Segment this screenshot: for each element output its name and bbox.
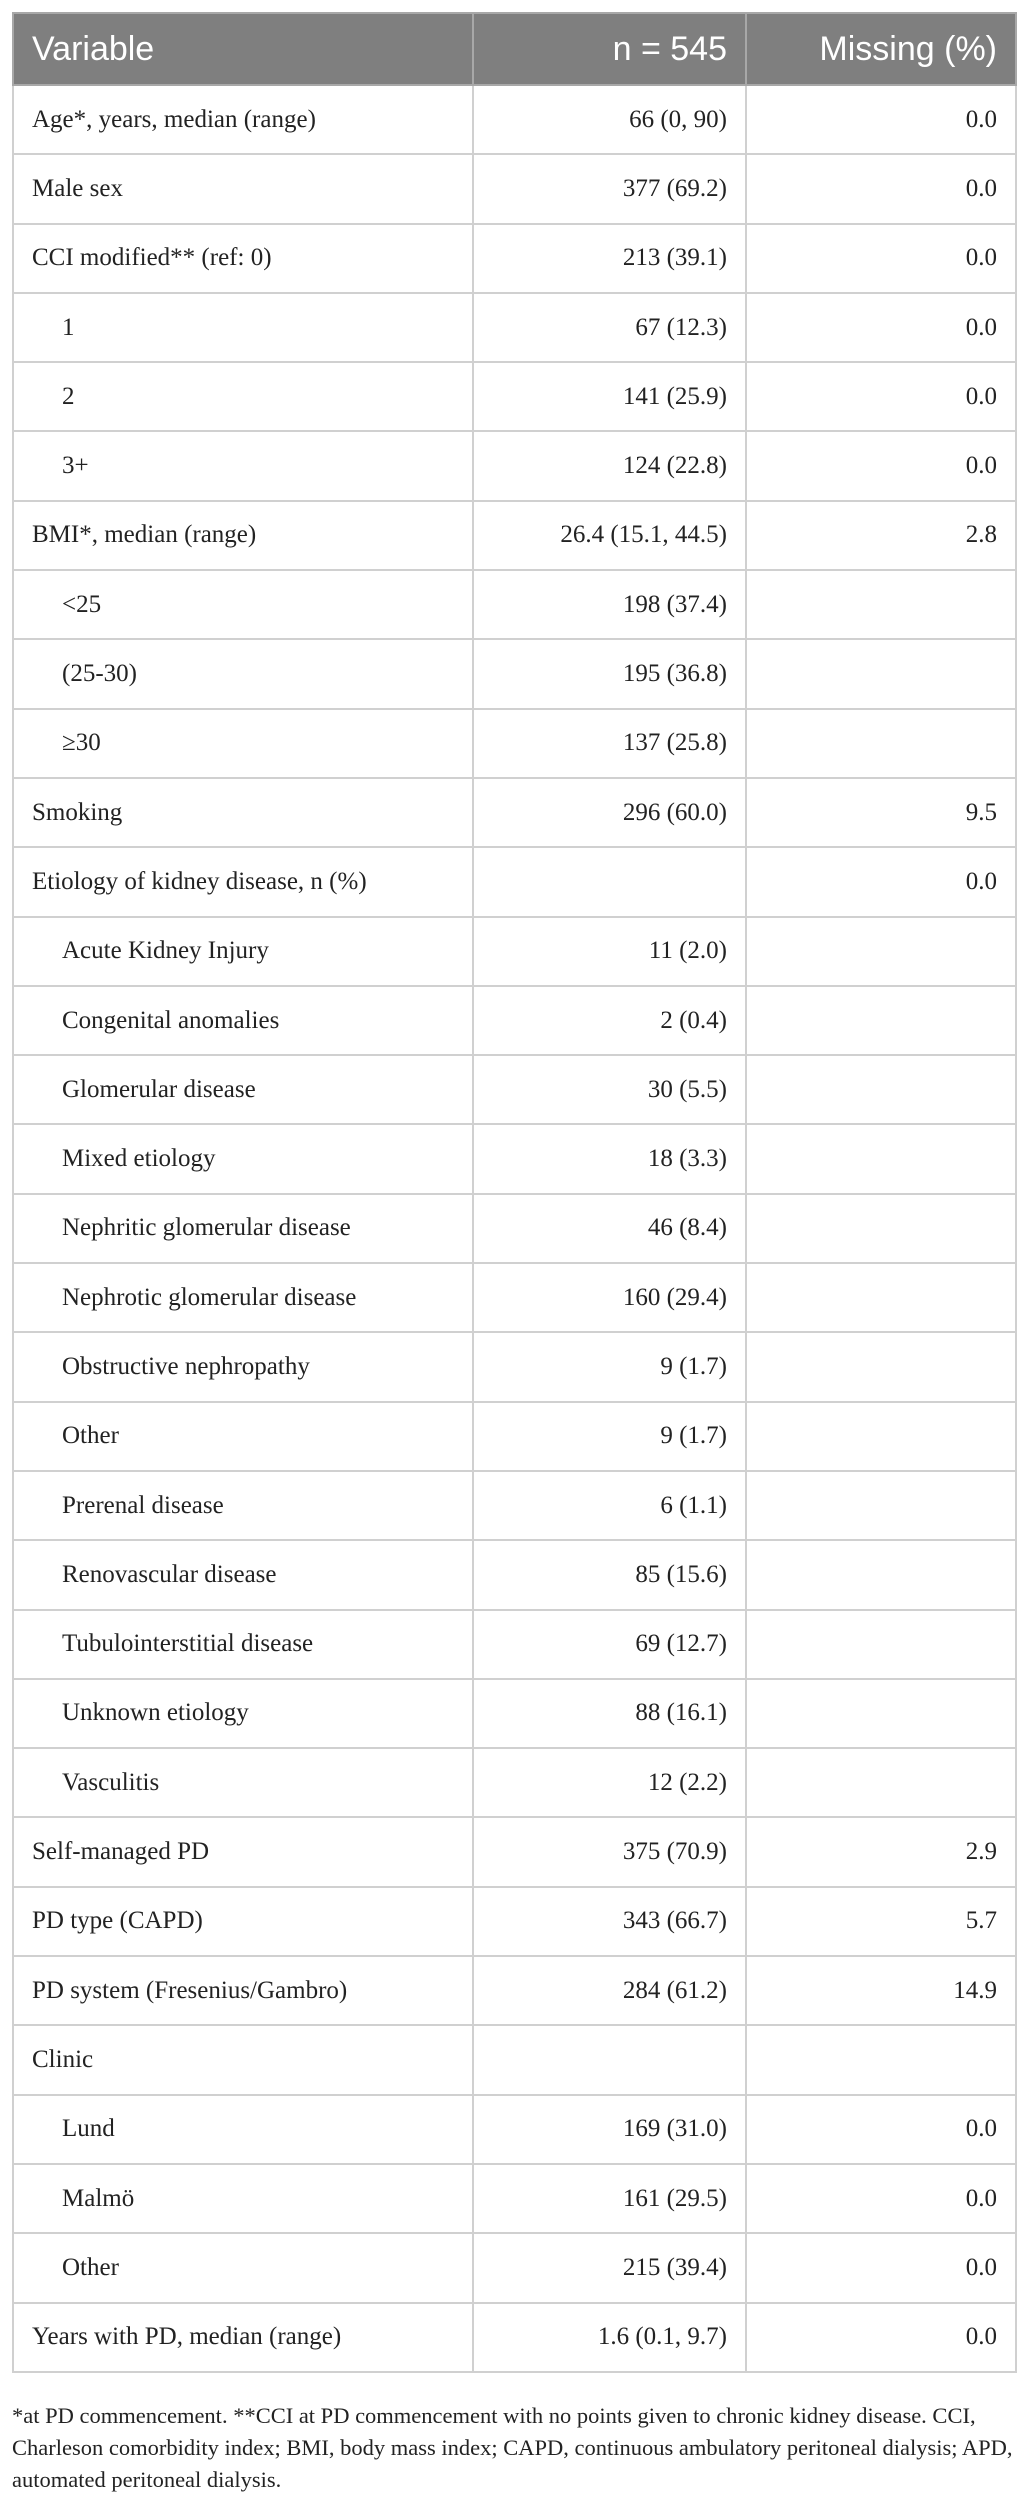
row-value: 46 (8.4): [473, 1194, 746, 1263]
row-value: 296 (60.0): [473, 778, 746, 847]
row-value: 213 (39.1): [473, 224, 746, 293]
table-row: [13, 1887, 1016, 1956]
table-row: [13, 1817, 1016, 1886]
row-label: Male sex: [13, 154, 473, 223]
row-value: [473, 847, 746, 916]
row-missing: 9.5: [746, 778, 1016, 847]
row-value: 6 (1.1): [473, 1471, 746, 1540]
table-row: [13, 224, 1016, 293]
row-label: ≥30: [13, 709, 473, 778]
row-missing: 0.0: [746, 224, 1016, 293]
row-missing: 2.9: [746, 1817, 1016, 1886]
row-value: [473, 2025, 746, 2094]
row-label: CCI modified** (ref: 0): [13, 224, 473, 293]
table-row: [13, 1124, 1016, 1193]
row-label: Nephritic glomerular disease: [13, 1194, 473, 1263]
row-value: 195 (36.8): [473, 639, 746, 708]
row-label: Acute Kidney Injury: [13, 917, 473, 986]
row-missing: [746, 1332, 1016, 1401]
row-label: Malmö: [13, 2164, 473, 2233]
table-row: [13, 1610, 1016, 1679]
table-row: [13, 2164, 1016, 2233]
row-value: 160 (29.4): [473, 1263, 746, 1332]
table-row: [13, 1402, 1016, 1471]
row-value: 198 (37.4): [473, 570, 746, 639]
row-missing: 0.0: [746, 2095, 1016, 2164]
row-value: 215 (39.4): [473, 2233, 746, 2302]
row-value: 85 (15.6): [473, 1540, 746, 1609]
row-missing: 0.0: [746, 431, 1016, 500]
row-value: 88 (16.1): [473, 1679, 746, 1748]
table-row: [13, 1679, 1016, 1748]
table-row: [13, 709, 1016, 778]
table-row: [13, 2303, 1016, 2372]
table-row: [13, 1540, 1016, 1609]
row-value: 141 (25.9): [473, 362, 746, 431]
row-label: Nephrotic glomerular disease: [13, 1263, 473, 1332]
row-label: Glomerular disease: [13, 1055, 473, 1124]
header-missing: Missing (%): [746, 13, 1016, 85]
row-value: 66 (0, 90): [473, 85, 746, 154]
row-missing: [746, 1748, 1016, 1817]
row-value: 375 (70.9): [473, 1817, 746, 1886]
row-label: Age*, years, median (range): [13, 85, 473, 154]
row-value: 137 (25.8): [473, 709, 746, 778]
row-value: 377 (69.2): [473, 154, 746, 223]
table-row: [13, 847, 1016, 916]
table-row: [13, 2233, 1016, 2302]
table-row: [13, 431, 1016, 500]
row-label: Self-managed PD: [13, 1817, 473, 1886]
row-value: 69 (12.7): [473, 1610, 746, 1679]
table-row: [13, 362, 1016, 431]
table-row: [13, 1263, 1016, 1332]
table-row: [13, 1471, 1016, 1540]
row-value: 11 (2.0): [473, 917, 746, 986]
row-label: Mixed etiology: [13, 1124, 473, 1193]
row-label: Tubulointerstitial disease: [13, 1610, 473, 1679]
row-value: 18 (3.3): [473, 1124, 746, 1193]
row-missing: [746, 2025, 1016, 2094]
row-label: 1: [13, 293, 473, 362]
row-label: <25: [13, 570, 473, 639]
row-missing: 0.0: [746, 2233, 1016, 2302]
row-label: Smoking: [13, 778, 473, 847]
row-value: 343 (66.7): [473, 1887, 746, 1956]
row-missing: [746, 1610, 1016, 1679]
row-missing: [746, 639, 1016, 708]
table-row: [13, 778, 1016, 847]
table-row: [13, 1332, 1016, 1401]
row-label: PD system (Fresenius/Gambro): [13, 1956, 473, 2025]
header-variable: Variable: [13, 13, 473, 85]
table-body: [13, 85, 1016, 2372]
row-missing: 0.0: [746, 85, 1016, 154]
row-missing: [746, 1263, 1016, 1332]
row-value: 161 (29.5): [473, 2164, 746, 2233]
row-label: Obstructive nephropathy: [13, 1332, 473, 1401]
row-missing: [746, 917, 1016, 986]
table-row: [13, 293, 1016, 362]
row-missing: [746, 1124, 1016, 1193]
table-row: [13, 570, 1016, 639]
row-missing: 0.0: [746, 362, 1016, 431]
row-missing: 5.7: [746, 1887, 1016, 1956]
characteristics-table: [12, 12, 1017, 2373]
row-value: 67 (12.3): [473, 293, 746, 362]
row-label: (25-30): [13, 639, 473, 708]
row-missing: [746, 1471, 1016, 1540]
row-value: 2 (0.4): [473, 986, 746, 1055]
row-value: 12 (2.2): [473, 1748, 746, 1817]
row-value: 124 (22.8): [473, 431, 746, 500]
header-n: n = 545: [473, 13, 746, 85]
row-label: Other: [13, 1402, 473, 1471]
row-label: 3+: [13, 431, 473, 500]
row-label: Clinic: [13, 2025, 473, 2094]
row-missing: [746, 1402, 1016, 1471]
row-value: 1.6 (0.1, 9.7): [473, 2303, 746, 2372]
row-missing: 0.0: [746, 154, 1016, 223]
row-missing: [746, 986, 1016, 1055]
row-label: Other: [13, 2233, 473, 2302]
row-label: Congenital anomalies: [13, 986, 473, 1055]
row-value: 9 (1.7): [473, 1332, 746, 1401]
table-row: [13, 154, 1016, 223]
table-header: [13, 13, 1016, 85]
row-value: 26.4 (15.1, 44.5): [473, 501, 746, 570]
row-label: Years with PD, median (range): [13, 2303, 473, 2372]
table-row: [13, 2025, 1016, 2094]
table-row: [13, 2095, 1016, 2164]
table-row: [13, 986, 1016, 1055]
row-label: Unknown etiology: [13, 1679, 473, 1748]
row-missing: 0.0: [746, 2303, 1016, 2372]
row-label: Etiology of kidney disease, n (%): [13, 847, 473, 916]
table-row: [13, 1748, 1016, 1817]
row-label: PD type (CAPD): [13, 1887, 473, 1956]
table-row: [13, 501, 1016, 570]
row-value: 9 (1.7): [473, 1402, 746, 1471]
row-label: Renovascular disease: [13, 1540, 473, 1609]
row-missing: [746, 1540, 1016, 1609]
header-row: [13, 13, 1016, 85]
table-row: [13, 1956, 1016, 2025]
row-missing: 0.0: [746, 847, 1016, 916]
row-missing: [746, 1055, 1016, 1124]
row-label: Lund: [13, 2095, 473, 2164]
row-missing: [746, 570, 1016, 639]
table-row: [13, 917, 1016, 986]
row-missing: 14.9: [746, 1956, 1016, 2025]
row-missing: 0.0: [746, 293, 1016, 362]
row-label: BMI*, median (range): [13, 501, 473, 570]
row-label: 2: [13, 362, 473, 431]
row-missing: 0.0: [746, 2164, 1016, 2233]
row-label: Prerenal disease: [13, 1471, 473, 1540]
row-missing: [746, 1679, 1016, 1748]
table-row: [13, 85, 1016, 154]
table-row: [13, 1055, 1016, 1124]
row-label: Vasculitis: [13, 1748, 473, 1817]
row-value: 284 (61.2): [473, 1956, 746, 2025]
row-missing: 2.8: [746, 501, 1016, 570]
row-missing: [746, 709, 1016, 778]
row-missing: [746, 1194, 1016, 1263]
table-row: [13, 1194, 1016, 1263]
row-value: 30 (5.5): [473, 1055, 746, 1124]
row-value: 169 (31.0): [473, 2095, 746, 2164]
table-row: [13, 639, 1016, 708]
table-footnote: *at PD commencement. **CCI at PD commencement with no points given to chronic kidney disease. CCI, Charleson comorbidity index; BMI, body mass index; CAPD, continuous ambulatory peritoneal dialysis; APD, automated peritoneal dialysis.: [12, 2403, 1013, 2492]
